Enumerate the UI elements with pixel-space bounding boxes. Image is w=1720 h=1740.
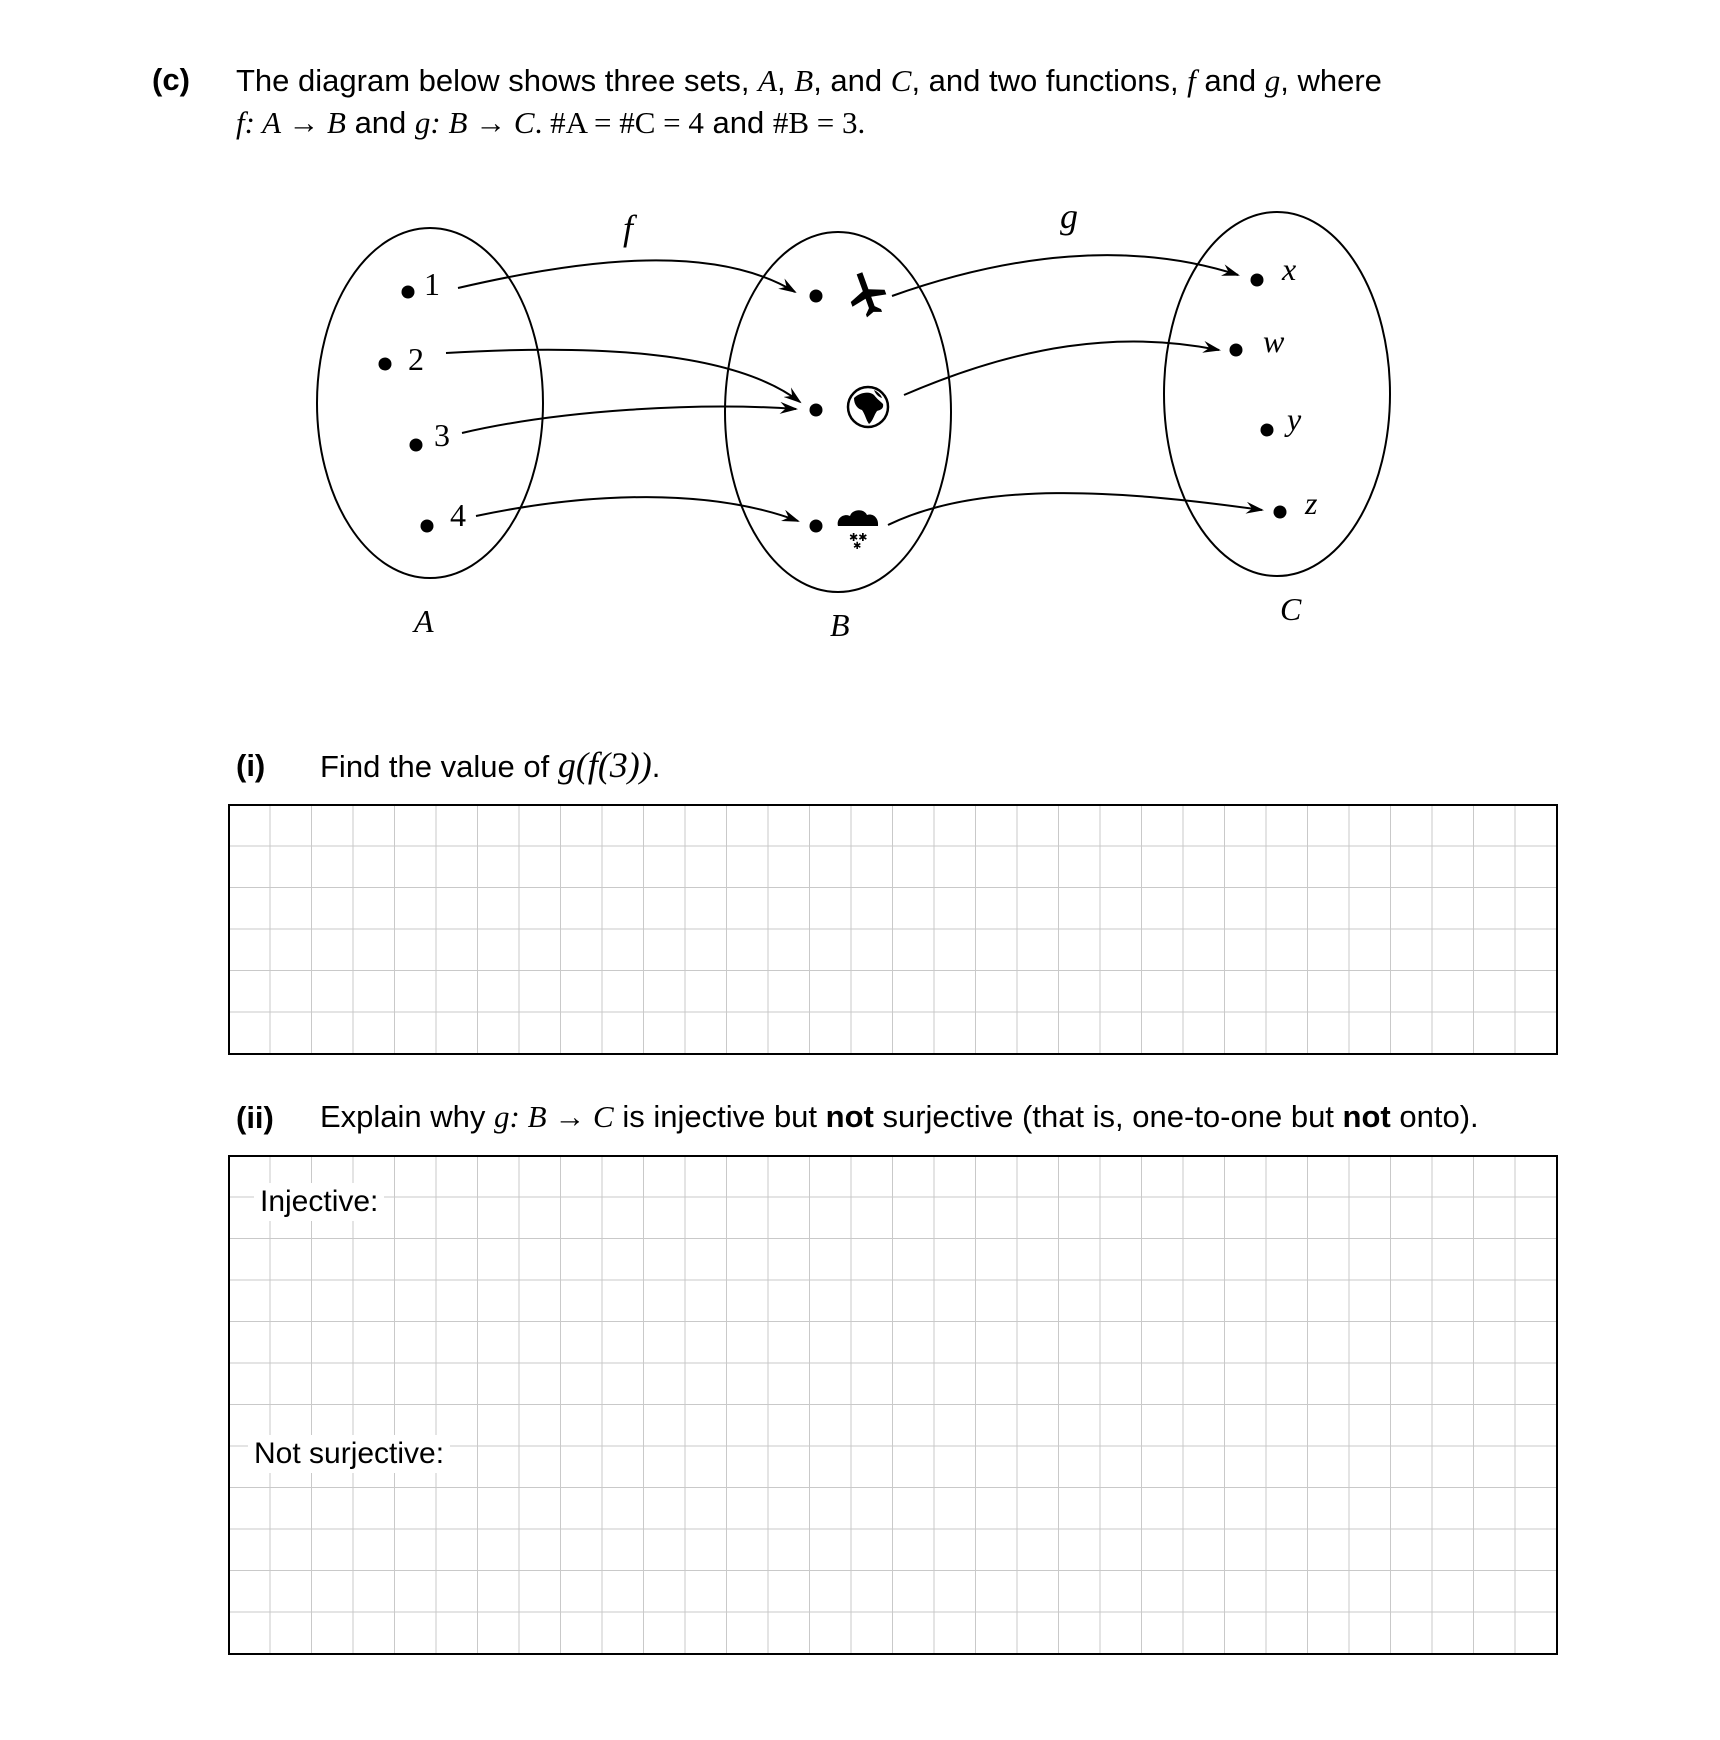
- answer-box-i[interactable]: [228, 804, 1558, 1055]
- g-arrow-1: [892, 255, 1238, 296]
- f-arrow-2: [446, 350, 800, 402]
- part-ii-question: Explain why g: B → C is injective but not surjective (that is, one-to-one but not onto).: [320, 1099, 1479, 1134]
- g-arrow-3: [888, 493, 1262, 525]
- set-c-ellipse: [1164, 212, 1390, 576]
- set-a-point-1: [402, 286, 415, 299]
- part-c-label: (c): [152, 62, 190, 97]
- set-b-point-2: [810, 404, 823, 417]
- set-b-name: B: [830, 607, 850, 643]
- set-a-point-4: [421, 520, 434, 533]
- set-a-element-1: 1: [424, 266, 440, 302]
- set-a-point-3: [410, 439, 423, 452]
- svg-text:✱✱: ✱✱: [849, 531, 868, 544]
- set-a-element-3: 3: [434, 417, 450, 453]
- set-a-element-2: 2: [408, 341, 424, 377]
- f-arrow-1: [458, 260, 795, 292]
- set-c-element-y: y: [1287, 401, 1302, 437]
- injective-label: Injective:: [254, 1183, 384, 1221]
- set-a-name: A: [414, 603, 434, 639]
- set-c-point-w: [1230, 344, 1243, 357]
- f-arrow-3: [462, 407, 796, 433]
- set-c-name: C: [1280, 591, 1302, 627]
- svg-text:✱: ✱: [853, 541, 862, 552]
- set-c-element-x: x: [1282, 251, 1297, 287]
- set-a-point-2: [379, 358, 392, 371]
- part-i-question: Find the value of g(f(3)).: [320, 745, 661, 785]
- part-c-line-1: The diagram below shows three sets, A, B, and C, and two functions, f and g, where: [236, 63, 1382, 98]
- g-arrow-2: [904, 341, 1219, 395]
- function-g-label: g: [1060, 196, 1078, 236]
- set-c-point-y: [1261, 424, 1274, 437]
- part-c-line-2: f: A → B and g: B → C. #A = #C = 4 and #B = 3.: [236, 105, 866, 140]
- set-b-point-3: [810, 520, 823, 533]
- set-c-point-z: [1274, 506, 1287, 519]
- set-c-element-w: w: [1263, 323, 1285, 359]
- globe-icon: [848, 387, 888, 427]
- set-a-element-4: 4: [450, 497, 466, 533]
- answer-box-ii[interactable]: [228, 1155, 1558, 1655]
- function-f-label: f: [623, 208, 634, 248]
- part-i-label: (i): [236, 748, 266, 783]
- set-c-element-z: z: [1305, 485, 1318, 521]
- snow-cloud-icon: [838, 510, 878, 552]
- mapping-diagram: [0, 0, 1720, 700]
- set-b-point-1: [810, 290, 823, 303]
- airplane-icon: [843, 267, 892, 321]
- part-ii-label: (ii): [236, 1100, 274, 1135]
- set-c-point-x: [1251, 274, 1264, 287]
- not-surjective-label: Not surjective:: [248, 1435, 450, 1473]
- set-b-ellipse: [725, 232, 951, 592]
